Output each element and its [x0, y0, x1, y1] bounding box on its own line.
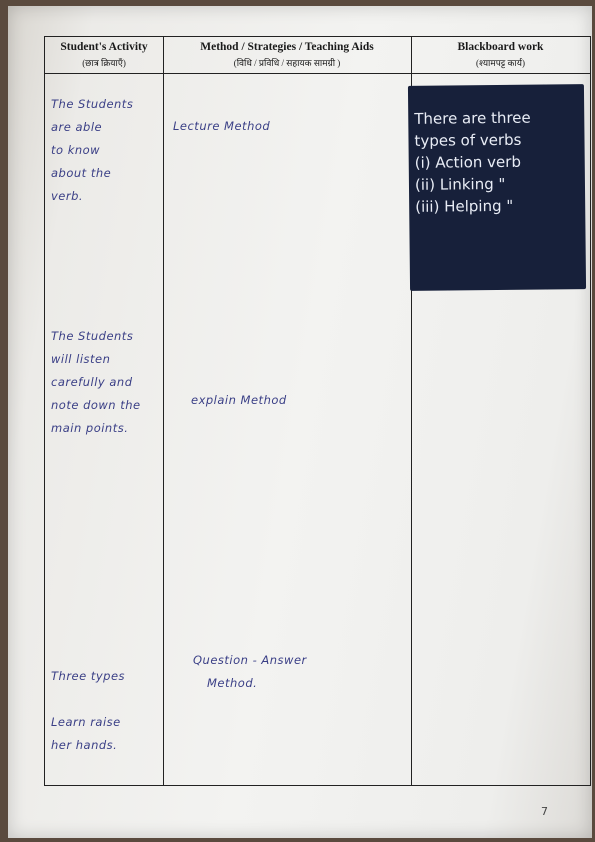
header-divider — [45, 73, 590, 74]
row1-student-activity: The Students are able to know about the verb. — [51, 97, 134, 203]
row2-student-activity: The Students will listen carefully and note down the main points. — [51, 329, 141, 435]
header-blackboard — [411, 41, 590, 69]
notebook-page — [8, 6, 592, 838]
header-label: Blackboard work — [457, 41, 544, 53]
header-label: Student's Activity — [60, 41, 148, 53]
header-label-hindi: (श्यामपट्ट कार्य) — [476, 58, 525, 68]
column-divider — [163, 37, 164, 785]
header-label-hindi: (विधि / प्रविधि / सहायक सामग्री ) — [233, 58, 341, 68]
header-method — [163, 41, 411, 69]
header-student-activity — [45, 41, 163, 69]
header-label-hindi: (छात्र क्रियाएँ) — [82, 58, 126, 68]
row1-method: Lecture Method — [173, 119, 271, 133]
page-number: 7 — [541, 805, 548, 818]
row2-method: explain Method — [191, 393, 287, 407]
header-label: Method / Strategies / Teaching Aids — [200, 41, 374, 53]
lesson-plan-table — [44, 36, 591, 786]
blackboard-picture — [408, 84, 586, 291]
row3-method: Question - Answer Method. — [193, 653, 307, 690]
row3-student-activity: Three types Learn raise her hands. — [51, 669, 126, 752]
blackboard-text: There are three types of verbs (i) Action verb (ii) Linking " (iii) Helping " — [414, 108, 531, 216]
